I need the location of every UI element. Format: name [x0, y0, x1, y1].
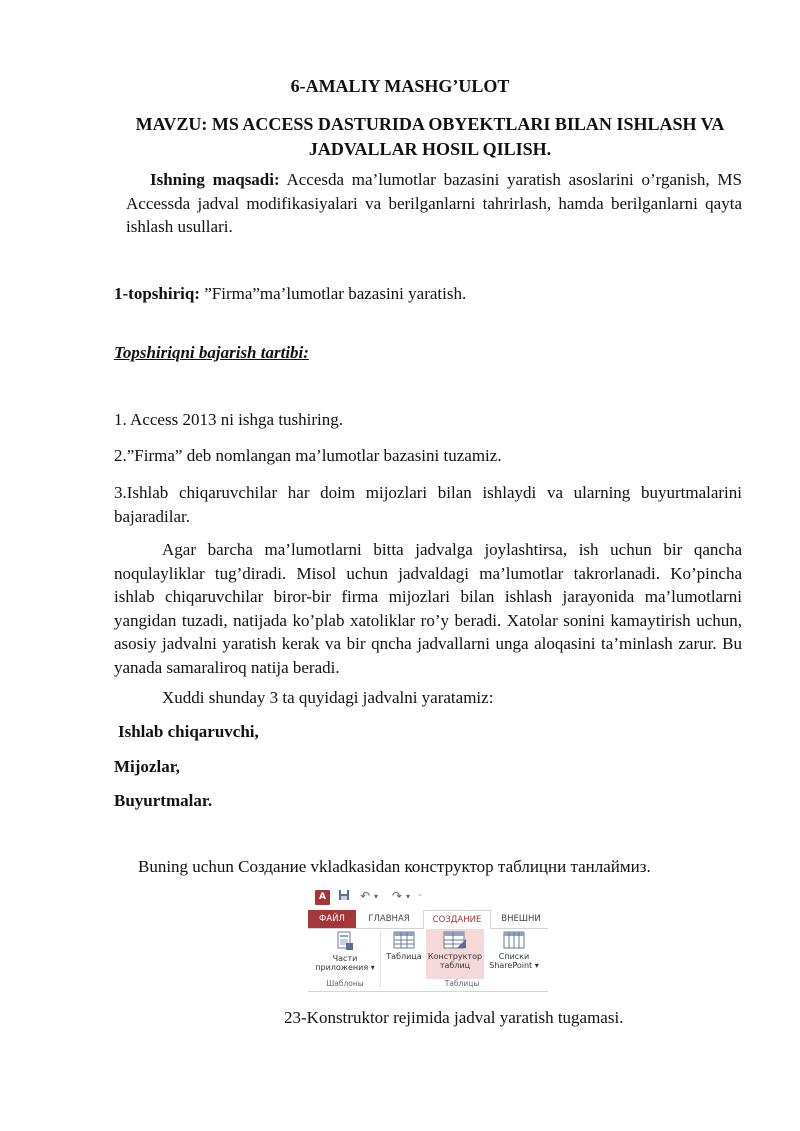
tab-home[interactable]: ГЛАВНАЯ	[368, 914, 410, 924]
application-parts-button[interactable]	[312, 929, 378, 977]
group-templates-label: Шаблоны	[326, 979, 364, 988]
application-parts-label-2: приложения ▾	[315, 963, 375, 972]
sharepoint-lists-button[interactable]	[486, 929, 542, 977]
table-button[interactable]	[382, 929, 426, 977]
table-name-2: Mijozlar,	[114, 757, 180, 776]
tables-intro: Xuddi shunday 3 ta quyidagi jadvalni yaratamiz:	[162, 688, 494, 707]
save-icon[interactable]	[338, 889, 350, 904]
table-design-label-2: таблиц	[439, 961, 471, 970]
ribbon-screenshot	[308, 886, 548, 996]
body-paragraph: Agar barcha ma’lumotlarni bitta jadvalga joylashtirsa, ish uchun bir qancha noqulayliklar tug’diradi. Misol uchun jadvaldagi ma’lumotlar takrorlanadi. Ko’pincha ishlab chiqaruvchilar biror-bir firma mijozlari bilan ishlash jarayonida ma’lumotlarni yangidan tuzadi, natijada ko’plab xatoliklar ro’y beradi. Xatolar sonini kamaytirish uchun, asosiy jadvalni yaratish kerak va bir qncha jadvallarni unga aloqasini ta’minlash zarur. Bu yanada samaraliroq natija beradi.	[114, 540, 742, 677]
step-2: 2.”Firma” deb nomlangan ma’lumotlar bazasini tuzamiz.	[114, 446, 502, 465]
topic-heading: MAVZU: MS ACCESS DASTURIDA OBYEKTLARI BILAN ISHLASH VA JADVALLAR HOSIL QILISH.	[135, 114, 725, 159]
table-name-1: Ishlab chiqaruvchi,	[118, 722, 259, 741]
application-parts-label-1: Части	[332, 954, 358, 963]
step-3: 3.Ishlab chiqaruvchilar har doim mijozlari bilan ishlaydi va ularning buyurtmalarini bajaradilar.	[114, 483, 742, 526]
figure-caption: 23-Konstruktor rejimida jadval yaratish tugamasi.	[284, 1008, 624, 1027]
page-title: 6-AMALIY MASHG’ULOT	[290, 76, 510, 96]
redo-icon[interactable]: ↷	[392, 889, 403, 903]
tab-create[interactable]: СОЗДАНИЕ	[423, 910, 491, 930]
table-design-label-1: Конструктор	[427, 952, 483, 961]
sharepoint-lists-label-2: SharePoint ▾	[489, 961, 539, 970]
goal-text: Accesda ma’lumotlar bazasini yaratish asoslarini o’rganish, MS Accessda jadval modifikasiyalari va berilganlarni tahrirlash, hamda berilganlarni qayta ishlash usullari.	[126, 170, 742, 236]
instruction: Buning uchun Создание vkladkasidan конструктор таблицни танлаймиз.	[138, 857, 651, 876]
undo-dropdown-icon[interactable]: ▾	[374, 892, 379, 901]
access-logo-icon: A	[315, 890, 330, 905]
tab-file[interactable]: ФАЙЛ	[308, 910, 356, 928]
goal-label: Ishning maqsadi:	[150, 170, 280, 189]
step-1: 1. Access 2013 ni ishga tushiring.	[114, 410, 344, 429]
group-separator	[380, 931, 381, 987]
table-icon	[393, 931, 415, 949]
ribbon-panel	[308, 929, 548, 992]
task-1-label: 1-topshiriq:	[114, 284, 200, 303]
table-name-3: Buyurtmalar.	[114, 791, 213, 810]
task-1	[114, 284, 466, 304]
customize-toolbar-icon[interactable]: ⁼	[418, 892, 423, 901]
procedure-heading: Topshiriqni bajarish tartibi:	[114, 343, 309, 362]
ribbon-tabs	[308, 910, 548, 929]
quick-access-toolbar	[308, 886, 548, 910]
sharepoint-lists-label-1: Списки	[498, 952, 530, 961]
redo-dropdown-icon[interactable]: ▾	[406, 892, 411, 901]
table-label: Таблица	[386, 952, 422, 961]
goal-paragraph	[126, 168, 742, 239]
undo-icon[interactable]: ↶	[360, 889, 371, 903]
table-design-icon	[443, 931, 467, 949]
tab-external[interactable]: ВНЕШНИ	[501, 914, 541, 924]
sharepoint-lists-icon	[503, 931, 525, 949]
task-1-text: ”Firma”ma’lumotlar bazasini yaratish.	[199, 284, 467, 303]
table-design-button[interactable]	[426, 929, 484, 979]
group-tables-label: Таблицы	[444, 979, 480, 988]
application-parts-icon	[336, 931, 354, 951]
